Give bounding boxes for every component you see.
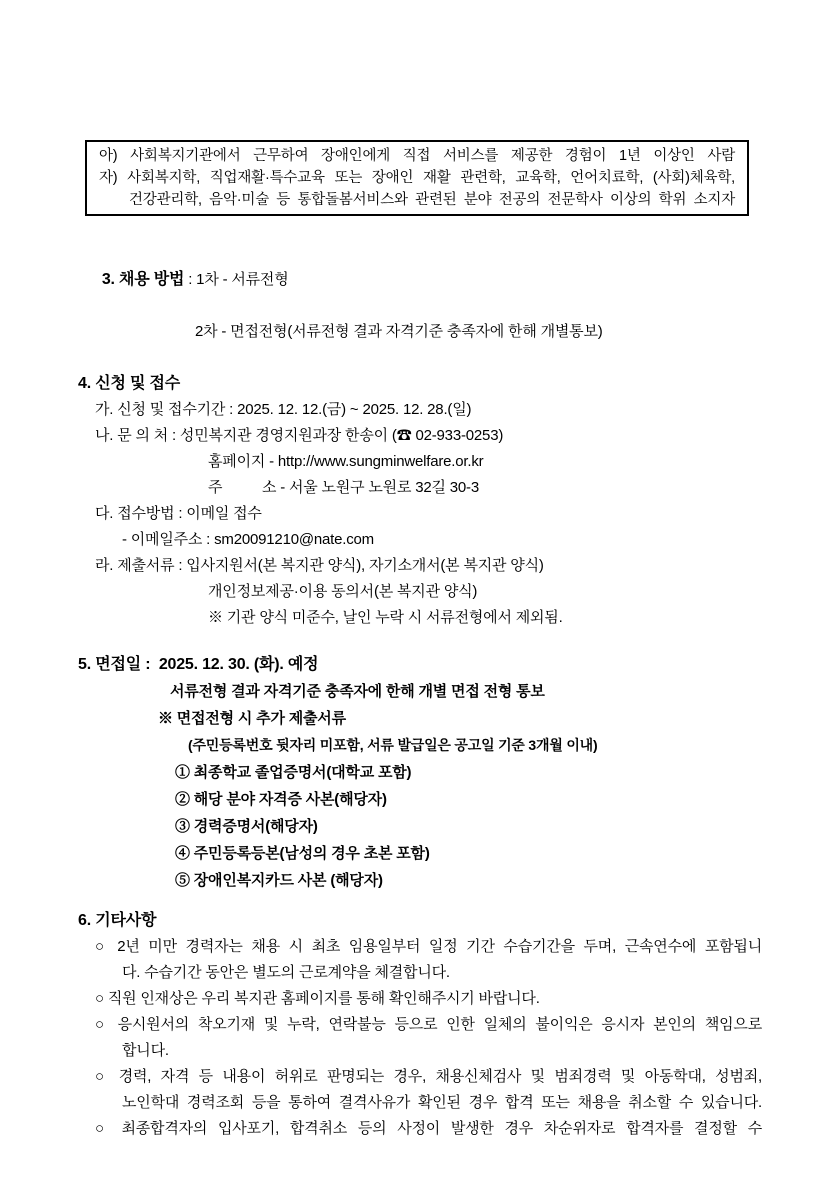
application-method: 다. 접수방법 : 이메일 접수 bbox=[95, 505, 262, 522]
application-documents-continued: 개인정보제공·이용 동의서(본 복지관 양식) bbox=[208, 583, 478, 600]
etc-bullet-responsibility: ○ 응시원서의 착오기재 및 누락, 연락불능 등으로 인한 일체의 불이익은 응시자 본인의 책임으로 bbox=[95, 1016, 762, 1033]
interview-doc-1: ① 최종학교 졸업증명서(대학교 포함) bbox=[175, 764, 412, 781]
qualification-item-ja-continued: 건강관리학, 음악·미술 등 통합돌봄서비스와 관련된 분야 전공의 전문학사 이상의 학위 소지자 bbox=[129, 192, 735, 208]
interview-notice: 서류전형 결과 자격기준 충족자에 한해 개별 면접 전형 통보 bbox=[170, 683, 545, 700]
etc-bullet-disqualification: ○ 경력, 자격 등 내용이 허위로 판명되는 경우, 채용신체검사 및 범죄경력 및 아동학대, 성범죄, bbox=[95, 1068, 762, 1085]
section-recruitment-method bbox=[78, 241, 762, 345]
interview-doc-3: ③ 경력증명서(해당자) bbox=[175, 818, 318, 835]
interview-doc-2: ② 해당 분야 자격증 사본(해당자) bbox=[175, 791, 387, 808]
application-email: - 이메일주소 : sm20091210@nate.com bbox=[122, 531, 374, 548]
etc-bullet-homepage: ○ 직원 인재상은 우리 복지관 홈페이지를 통해 확인해주시기 바랍니다. bbox=[95, 990, 540, 1007]
interview-doc-5: ⑤ 장애인복지카드 사본 (해당자) bbox=[175, 872, 383, 889]
etc-bullet-probation-continued: 다. 수습기간 동안은 별도의 근로계약을 체결합니다. bbox=[122, 964, 450, 981]
application-title: 4. 신청 및 접수 bbox=[78, 375, 180, 392]
interview-title: 5. 면접일 : 2025. 12. 30. (화). 예정 bbox=[78, 656, 319, 673]
interview-extra-docs-note: (주민등록번호 뒷자리 미포함, 서류 발급일은 공고일 기준 3개월 이내) bbox=[188, 737, 598, 753]
recruitment-first-round: : 1차 - 서류전형 bbox=[184, 271, 289, 288]
etc-bullet-probation: ○ 2년 미만 경력자는 채용 시 최초 임용일부터 일정 기간 수습기간을 두며, 근속연수에 포함됩니 bbox=[95, 938, 762, 955]
qualification-box bbox=[85, 140, 749, 216]
section-etc bbox=[78, 908, 762, 1142]
qualification-item-ah: 아) 사회복지기관에서 근무하여 장애인에게 직접 서비스를 제공한 경험이 1년 이상인 사람 bbox=[99, 148, 735, 164]
etc-title: 6. 기타사항 bbox=[78, 912, 157, 929]
interview-doc-4: ④ 주민등록등본(남성의 경우 초본 포함) bbox=[175, 845, 430, 862]
application-contact: 나. 문 의 처 : 성민복지관 경영지원과장 한송이 (☎ 02-933-0253) bbox=[95, 427, 504, 444]
application-homepage: 홈페이지 - http://www.sungminwelfare.or.kr bbox=[208, 453, 484, 470]
application-period: 가. 신청 및 접수기간 : 2025. 12. 12.(금) ~ 2025. 12. 28.(일) bbox=[95, 401, 472, 418]
application-documents: 라. 제출서류 : 입사지원서(본 복지관 양식), 자기소개서(본 복지관 양식) bbox=[95, 557, 544, 574]
section-application bbox=[78, 371, 762, 631]
section-interview bbox=[78, 651, 762, 894]
application-address: 주 소 - 서울 노원구 노원로 32길 30-3 bbox=[208, 479, 479, 496]
etc-bullet-disqualification-continued: 노인학대 경력조회 등을 통하여 결격사유가 확인된 경우 합격 또는 채용을 취소할 수 있습니다. bbox=[122, 1094, 762, 1111]
etc-bullet-runner-up: ○ 최종합격자의 입사포기, 합격취소 등의 사정이 발생한 경우 차순위자로 합격자를 결정할 수 bbox=[95, 1120, 762, 1137]
recruitment-second-round: 2차 - 면접전형(서류전형 결과 자격기준 충족자에 한해 개별통보) bbox=[195, 323, 603, 340]
recruitment-method-heading-line bbox=[78, 241, 762, 319]
recruitment-method-title: 3. 채용 방법 bbox=[101, 271, 185, 288]
interview-extra-docs-label: ※ 면접전형 시 추가 제출서류 bbox=[158, 710, 346, 727]
qualification-item-ja: 자) 사회복지학, 직업재활·특수교육 또는 장애인 재활 관련학, 교육학, 언어치료학, (사회)체육학, bbox=[99, 170, 735, 186]
application-warning: ※ 기관 양식 미준수, 날인 누락 시 서류전형에서 제외됨. bbox=[208, 609, 563, 626]
etc-bullet-responsibility-continued: 합니다. bbox=[122, 1042, 169, 1059]
